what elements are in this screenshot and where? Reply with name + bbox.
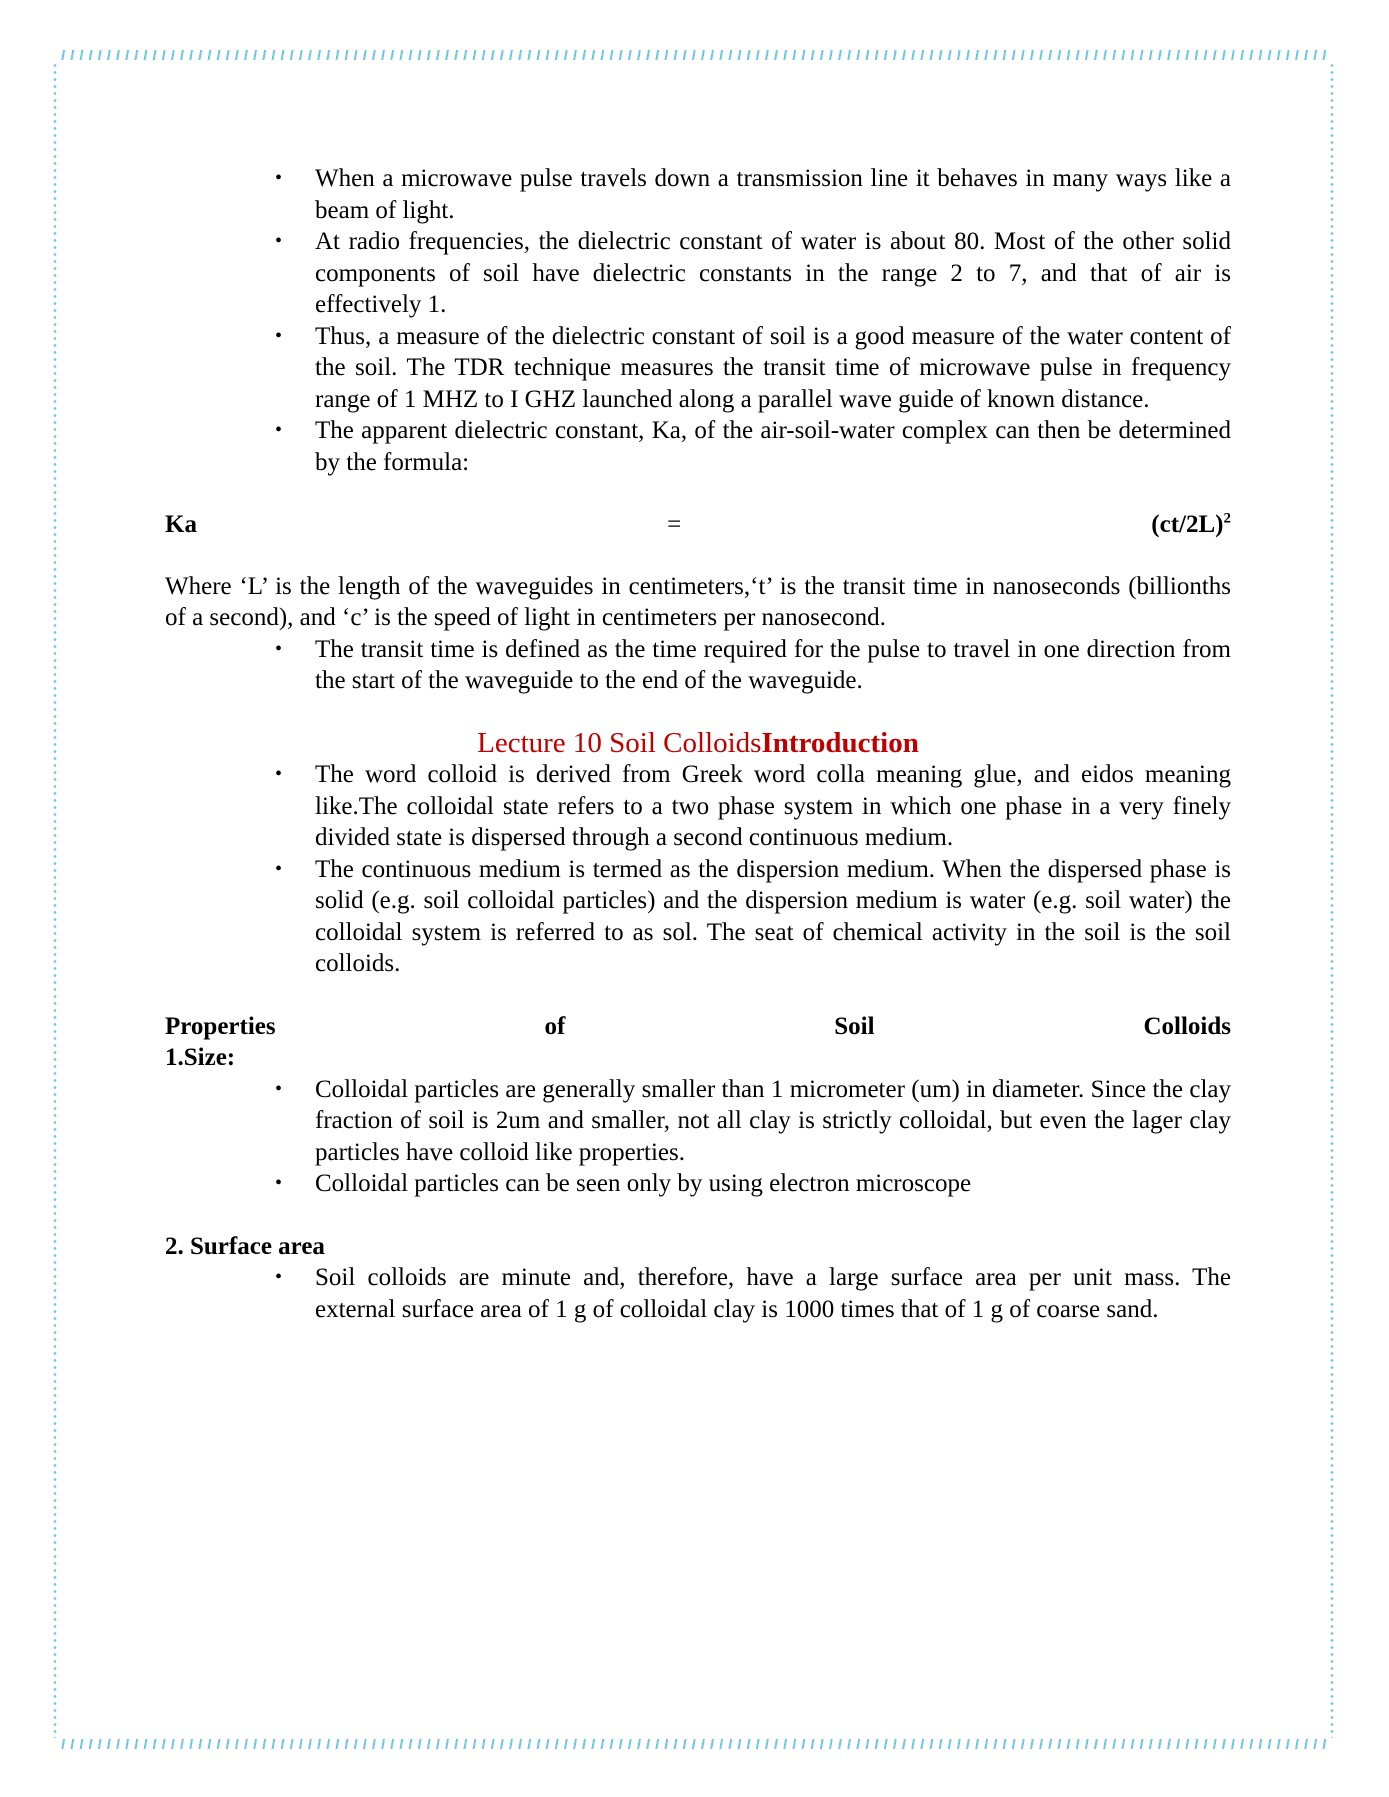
bullet-icon: • (275, 419, 283, 441)
size-subheading: 1.Size: (165, 1044, 236, 1071)
formula-exponent: 2 (1223, 510, 1231, 527)
list-item: • The word colloid is derived from Greek word colla meaning glue, and eidos meaning like.The colloidal state refers to a two phase system in which one phase in a very finely divided state is dispersed through a second continuous medium. (275, 761, 1231, 851)
formula (165, 509, 1231, 541)
properties-heading: Properties of Soil Colloids (165, 1012, 1231, 1040)
bullet-icon: • (275, 763, 283, 785)
page-border-bottom (58, 1739, 1330, 1749)
bullet-list-colloid (165, 759, 1231, 980)
bullet-icon: • (275, 637, 283, 660)
list-item: • Soil colloids are minute and, therefore, have a large surface area per unit mass. The external surface area of 1 g of colloidal clay is 1000 times that of 1 g of coarse sand. (275, 1264, 1231, 1323)
formula-explanation: Where ‘L’ is the length of the waveguides in centimeters,‘t’ is the transit time in nanoseconds (billionths of a second), and ‘c’ is the speed of light in centimeters per nanosecond. (165, 572, 1231, 631)
bullet-icon: • (275, 167, 283, 189)
bullet-icon: • (275, 230, 283, 252)
bullet-list-size (165, 1074, 1231, 1200)
list-item: • Colloidal particles can be seen only by using electron microscope (315, 1168, 1231, 1200)
page-border-left (52, 62, 58, 1738)
page-border-right (1329, 62, 1335, 1738)
formula-equals: = (667, 511, 682, 538)
bullet-icon: • (275, 324, 283, 347)
bullet-icon: • (275, 1172, 283, 1194)
bullet-icon: • (275, 857, 283, 880)
formula-left: Ka (165, 511, 197, 538)
list-item: • The apparent dielectric constant, Ka, of the air-soil-water complex can then be determined by the formula: (275, 417, 1231, 476)
lecture-heading: Lecture 10 Soil ColloidsIntroduction (477, 726, 919, 759)
bullet-list-tdr (165, 163, 1231, 478)
page-border-top (58, 50, 1330, 60)
list-item: • The continuous medium is termed as the dispersion medium. When the dispersed phase is solid (e.g. soil colloidal particles) and the dispersion medium is water (e.g. soil water) the colloidal system is referred to as sol. The seat of chemical activity in the soil is the soil colloids. (275, 855, 1231, 977)
bullet-icon: • (275, 1077, 283, 1100)
list-item: • When a microwave pulse travels down a transmission line it behaves in many ways like a beam of light. (275, 165, 1231, 224)
list-item: • The transit time is defined as the time required for the pulse to travel in one direction from the start of the waveguide to the end of the waveguide. (275, 635, 1231, 694)
bullet-icon: • (275, 1266, 283, 1288)
bullet-list-transit (165, 634, 1231, 697)
list-item: • Thus, a measure of the dielectric constant of soil is a good measure of the water content of the soil. The TDR technique measures the transit time of microwave pulse in frequency range of 1 MHZ to I GHZ launched along a parallel wave guide of known distance. (275, 322, 1231, 413)
document-body (165, 163, 1231, 1325)
surface-area-subheading: 2. Surface area (165, 1232, 325, 1260)
list-item: • At radio frequencies, the dielectric constant of water is about 80. Most of the other solid components of soil have dielectric constants in the range 2 to 7, and that of air is effectively 1. (275, 228, 1231, 318)
bullet-list-surface (165, 1262, 1231, 1325)
formula-right: $(ct/2L)^2$ (1151, 510, 1231, 538)
list-item: • Colloidal particles are generally smaller than 1 micrometer (um) in diameter. Since the clay fraction of soil is 2um and smaller, not all clay is strictly colloidal, but even the lager clay particles have colloid like properties. (275, 1075, 1231, 1166)
